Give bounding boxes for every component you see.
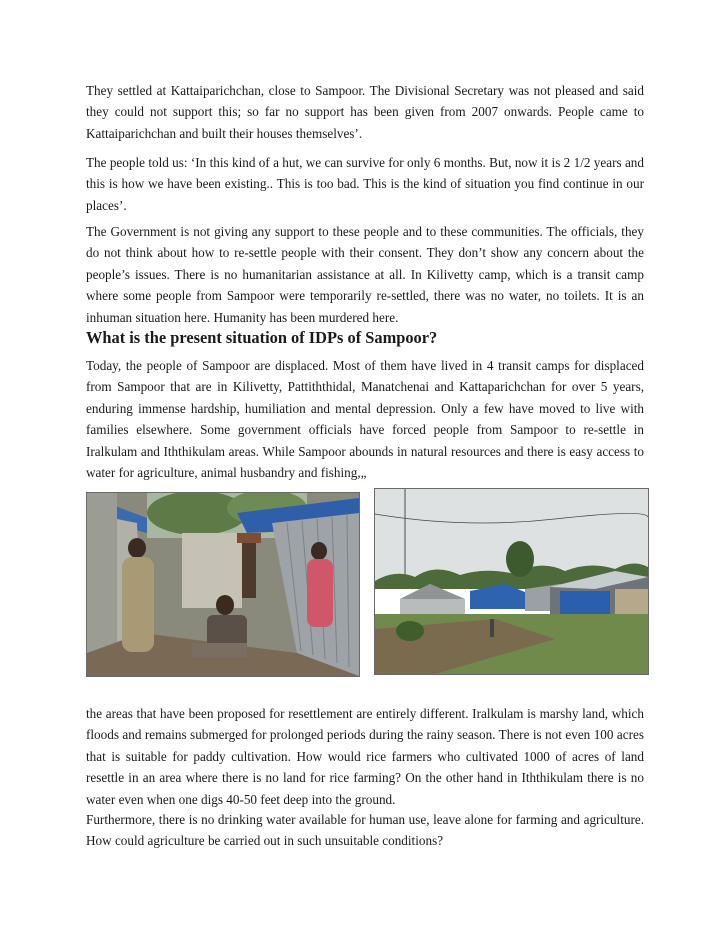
section-heading: What is the present situation of IDPs of Sampoor? <box>86 328 438 347</box>
paragraph-government: The Government is not giving any support to these people and to these communities. The officials, they do not think about how to re-settle people with their consent. They don’t show any concern about the people’s issues. There is no humanitarian assistance at all. In Kilivetty camp, which is a transit camp where some people from Sampoor were temporarily re-settled, there was no water, no toilets. It is an inhuman situation here. Humanity has been murdered here. <box>86 224 644 325</box>
paragraph-resettlement-areas: the areas that have been proposed for resettlement are entirely different. Iralkulam is marshy land, which floods and remains submerged for prolonged periods during the rainy season. There is not even 100 acres that is suitable for paddy cultivation. How would rice farmers who cultivated 1000 of acres of land resettle in an area where there is no land for rice farming? On the other hand in Iththikulam there is no water even when one digs 40-50 feet deep into the ground. <box>86 706 644 807</box>
paragraph-present-situation: Today, the people of Sampoor are displaced. Most of them have lived in 4 transit camps for displaced from Sampoor that are in Kilivetty, Pattiththidal, Manatchenai and Kattaparichchan for over 5 years, enduring immense hardship, humiliation and mental depression. Only a few have moved to live with families elsewhere. Some government officials have forced people from Sampoor to re-settle in Iralkulam and Iththikulam areas. While Sampoor abounds in natural resources and there is easy access to water for agriculture, animal husbandry and fishing,„ <box>86 358 644 481</box>
camp-huts-photo <box>374 488 649 675</box>
paragraph-settlement: They settled at Kattaiparichchan, close to Sampoor. The Divisional Secretary was not pleased and said they could not support this; so far no support has been given from 2007 onwards. People came to Kattaiparichchan and built their houses themselves’. <box>86 83 644 141</box>
paragraph-drinking-water: Furthermore, there is no drinking water available for human use, leave alone for farming and agriculture. How could agriculture be carried out in such unsuitable conditions? <box>86 812 644 849</box>
paragraph-hut-quote: The people told us: ‘In this kind of a hut, we can survive for only 6 months. But, now it is 2 1/2 years and this is how we have been existing.. This is too bad. This is the kind of situation you find continue in our places’. <box>86 155 644 213</box>
camp-alley-photo <box>86 492 360 677</box>
